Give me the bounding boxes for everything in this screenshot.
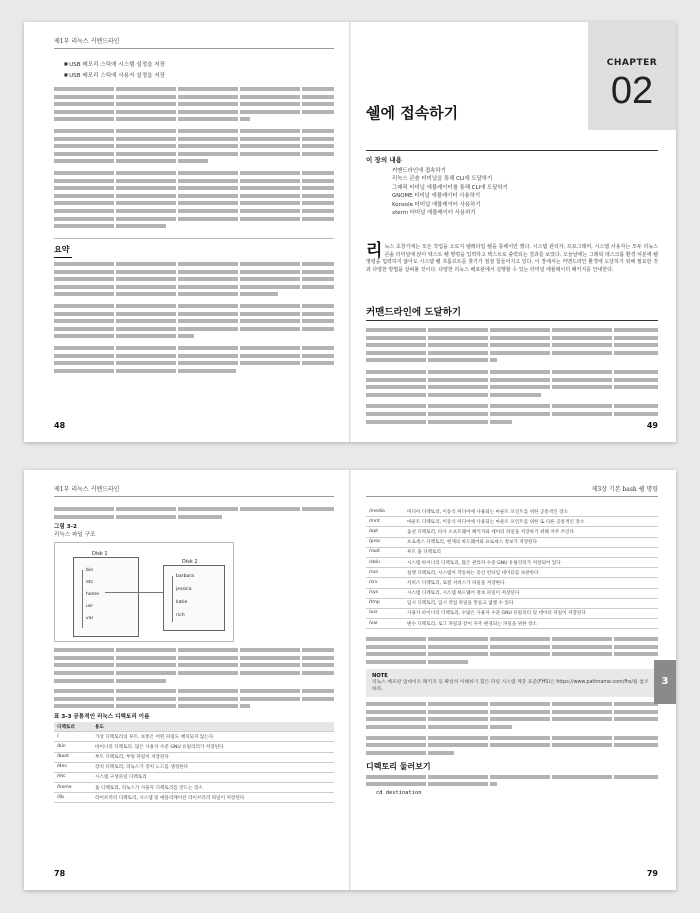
disk-2-box (163, 559, 225, 631)
note-heading: NOTE (372, 673, 388, 680)
table-cell: 사용자 바이너리 디렉토리, 수많은 사용자 수준 GNU 유틸리티 및 데이터 파일이 저장된다 (404, 608, 658, 618)
table-cell: 시스템 구성파일 디렉토리 (92, 772, 334, 782)
table-cell: 부트 디렉토리, 부팅 파일이 저장된다 (92, 752, 334, 762)
subsection-heading: 디렉토리 둘러보기 (366, 761, 431, 771)
table-row (54, 762, 334, 772)
chapter-title: 쉘에 접속하기 (366, 104, 459, 122)
tree-node: katie (176, 600, 188, 606)
table-cell: 변수 디렉토리, 로그 파일과 같이 자주 변경되는 파일을 위한 장소 (404, 619, 658, 629)
intro-paragraph: 눅스 초창기에는 모든 작업을 오로지 텔레타입 쉘을 통해서만 했다. 시스템 관리자, 프로그래머, 시스템 사용자는 모두 리눅스 콘솔 터미널에 앉아 텍스트 쉘 명령을 입력하고 텍스트로 출력되는 결과를 보았다. 오늘날에는 그래픽 데스크톱 환경 덕분에 쉘 명령을 입력하지 않아도 시스템 쉘 프롬프트를 찾기가 점점 힘들어지고 있다. 이 장에서는 커맨드라인 환경에 도달하기 위해 필요한 것과 다양한 방법을 살펴볼 것이다. 다양한 리눅스 배포판에서 실행할 수 있는 터미널 에뮬레이터 패키지를 안내한다. (366, 244, 658, 273)
summary-text-block (54, 262, 334, 373)
chapter-label: CHAPTER (606, 58, 658, 68)
table-row (366, 608, 658, 618)
table-row (366, 619, 658, 629)
chapter-intro (366, 241, 658, 278)
body-text-block (366, 637, 658, 664)
bullet-list (64, 59, 334, 81)
table-header-row (54, 722, 334, 732)
page-number: 48 (54, 421, 66, 430)
table-row (54, 783, 334, 793)
chapter-thumb-tab: 3 (654, 660, 676, 704)
drop-cap: 리 (366, 241, 383, 261)
chapter-number: 02 (610, 70, 654, 112)
table-cell: /sys (366, 588, 404, 598)
contents-list (392, 167, 658, 217)
contents-item: 그래픽 터미널 에뮬레이터를 통해 CLI에 도달하기 (392, 184, 508, 191)
table-cell: 옵션 디렉토리, 타사 소프트웨어 패키지와 데이터 파일을 저장하기 위해 자주 쓰인다 (404, 527, 658, 537)
table-row (366, 578, 658, 588)
table-cell: /var (366, 619, 404, 629)
table-cell: /usr (366, 608, 404, 618)
bullet-item: ■ USB 메모리 스틱에 시스템 설정을 저장 (64, 59, 334, 70)
chapter-contents (366, 150, 658, 217)
table-row (366, 537, 658, 547)
table-cell: 서비스 디렉토리, 로컬 서비스가 파일을 저장한다 (404, 578, 658, 588)
table-row (366, 507, 658, 517)
body-text-block (54, 648, 334, 708)
table-row (54, 793, 334, 803)
figure-caption: 리눅스 파일 구조 (54, 532, 96, 539)
table-row (366, 568, 658, 578)
note-text: 리눅스 배포판 업데이트 패키지 등 확실히 이해하기 힘든 파일 시스템 계층 표준(FHS)은 https://www.pathname.com/fhs/를 참조하라. (372, 680, 649, 692)
table-cell: /root (366, 547, 404, 557)
table-cell: 장치 디렉토리, 리눅스가 장치 노드를 생성한다 (92, 762, 334, 772)
table-row (54, 732, 334, 742)
table-row (54, 742, 334, 752)
table-cell: 가상 디렉토리의 루트, 보통은 어떤 파일도 배치되지 않는다 (92, 732, 334, 742)
table-title: 표 3-3 공통적인 리눅스 디렉토리 이름 (54, 713, 150, 720)
tree-node: barbara (176, 574, 195, 580)
table-cell: /media (366, 507, 404, 517)
table-cell: 바이너리 디렉토리. 많은 사용자 수준 GNU 유틸리티가 저장된다 (92, 742, 334, 752)
filesystem-diagram (54, 542, 234, 642)
contents-item: Konsole 터미널 에뮬레이터 사용하기 (392, 201, 481, 208)
disk-label: Disk 2 (182, 559, 198, 566)
contents-item: 리눅스 콘솔 터미널을 통해 CLI에 도달하기 (392, 176, 493, 183)
bullet-item: ■ USB 메모리 스틱에 사용자 설정을 저장 (64, 70, 334, 81)
table-cell: 미디어 디렉토리, 이동식 미디어에 사용되는 마운트 포인트를 위한 공통적인 장소 (404, 507, 658, 517)
table-cell: /lib (54, 793, 92, 803)
table-cell: /sbin (366, 557, 404, 567)
figure-number: 그림 3-2 (54, 524, 77, 531)
code-example: cd destination (376, 789, 422, 796)
table-header: 용도 (92, 722, 334, 732)
tree-node: home (86, 592, 100, 598)
body-text-block (366, 702, 658, 755)
table-cell: /etc (54, 772, 92, 782)
body-text-block (54, 507, 334, 519)
table-cell: /home (54, 783, 92, 793)
contents-item: 커맨드라인에 접속하기 (392, 168, 446, 174)
table-row (366, 557, 658, 567)
section-heading: 커맨드라인에 도달하기 (366, 304, 658, 321)
tree-node: bin (86, 568, 94, 574)
table-cell: 루트 홈 디렉토리 (404, 547, 658, 557)
tree-node: jessica (176, 587, 192, 593)
tree-node: var (86, 616, 94, 622)
directory-table (54, 722, 334, 804)
running-head: 제1부 리눅스 커맨드라인 (54, 36, 334, 49)
tree-node: usr (86, 604, 94, 610)
table-row (54, 752, 334, 762)
tree-node: rich (176, 613, 185, 619)
body-text-block (366, 328, 658, 427)
running-head: 제1부 리눅스 커맨드라인 (54, 484, 334, 497)
disk-label: Disk 1 (92, 551, 108, 558)
page-number: 78 (54, 869, 66, 878)
table-cell: 실행 디렉토리, 시스템이 작동하는 동안 런타임 데이터를 보관한다 (404, 568, 658, 578)
table-cell: / (54, 732, 92, 742)
table-row (366, 598, 658, 608)
table-cell: /run (366, 568, 404, 578)
table-row (366, 547, 658, 557)
top-spread (24, 22, 676, 442)
table-cell: /mnt (366, 517, 404, 527)
table-header: 디렉토리 (54, 722, 92, 732)
page-number: 79 (646, 869, 658, 878)
page-49 (350, 22, 676, 442)
table-cell: /tmp (366, 598, 404, 608)
page-48 (24, 22, 350, 442)
table-cell: /proc (366, 537, 404, 547)
note-box (366, 669, 658, 697)
contents-item: xterm 터미널 에뮬레이터 사용하기 (392, 210, 476, 217)
chapter-tab (588, 22, 676, 130)
table-cell: /opt (366, 527, 404, 537)
table-cell: 임시 디렉토리, 임시 작업 파일을 만들고 없앨 수 있다 (404, 598, 658, 608)
table-cell: /srv (366, 578, 404, 588)
table-cell: 홈 디렉토리, 리눅스가 사용자 디렉토리를 만드는 장소 (92, 783, 334, 793)
table-row (366, 527, 658, 537)
page-78 (24, 470, 350, 890)
table-cell: 시스템 바이너리 디렉토리, 많은 관리자 수준 GNU 유틸리티가 저장되어 있다 (404, 557, 658, 567)
table-cell: /boot (54, 752, 92, 762)
page-79 (350, 470, 676, 890)
table-cell: 시스템 디렉토리, 시스템 하드웨어 정보 파일이 저장된다 (404, 588, 658, 598)
tree-node: etc (86, 580, 94, 586)
body-text-block (366, 775, 658, 787)
body-text-block (54, 87, 334, 228)
section-heading-summary: 요약 (54, 238, 334, 258)
disk-1-box (73, 551, 139, 637)
mount-link (105, 592, 171, 593)
directory-table-continued (366, 507, 658, 629)
table-cell: /dev (54, 762, 92, 772)
table-cell: 라이브러리 디렉토리, 시스템 및 애플리케이션 라이브러리 파일이 저장된다 (92, 793, 334, 803)
table-cell: 마운트 디렉토리, 이동식 미디어에 사용되는 마운트 포인트를 위한 또 다른 공통적인 장소 (404, 517, 658, 527)
table-row (54, 772, 334, 782)
bottom-spread (24, 470, 676, 890)
running-head: 제3장 기본 bash 쉘 명령 (366, 484, 658, 497)
contents-heading: 이 장의 내용 (366, 156, 402, 164)
table-cell: /bin (54, 742, 92, 752)
page-number: 49 (646, 421, 658, 430)
table-cell: 프로세스 디렉토리, 현재의 하드웨어와 프로세스 정보가 저장된다 (404, 537, 658, 547)
table-row (366, 588, 658, 598)
table-row (366, 517, 658, 527)
contents-item: GNOME 터미널 에뮬레이터 사용하기 (392, 193, 481, 200)
